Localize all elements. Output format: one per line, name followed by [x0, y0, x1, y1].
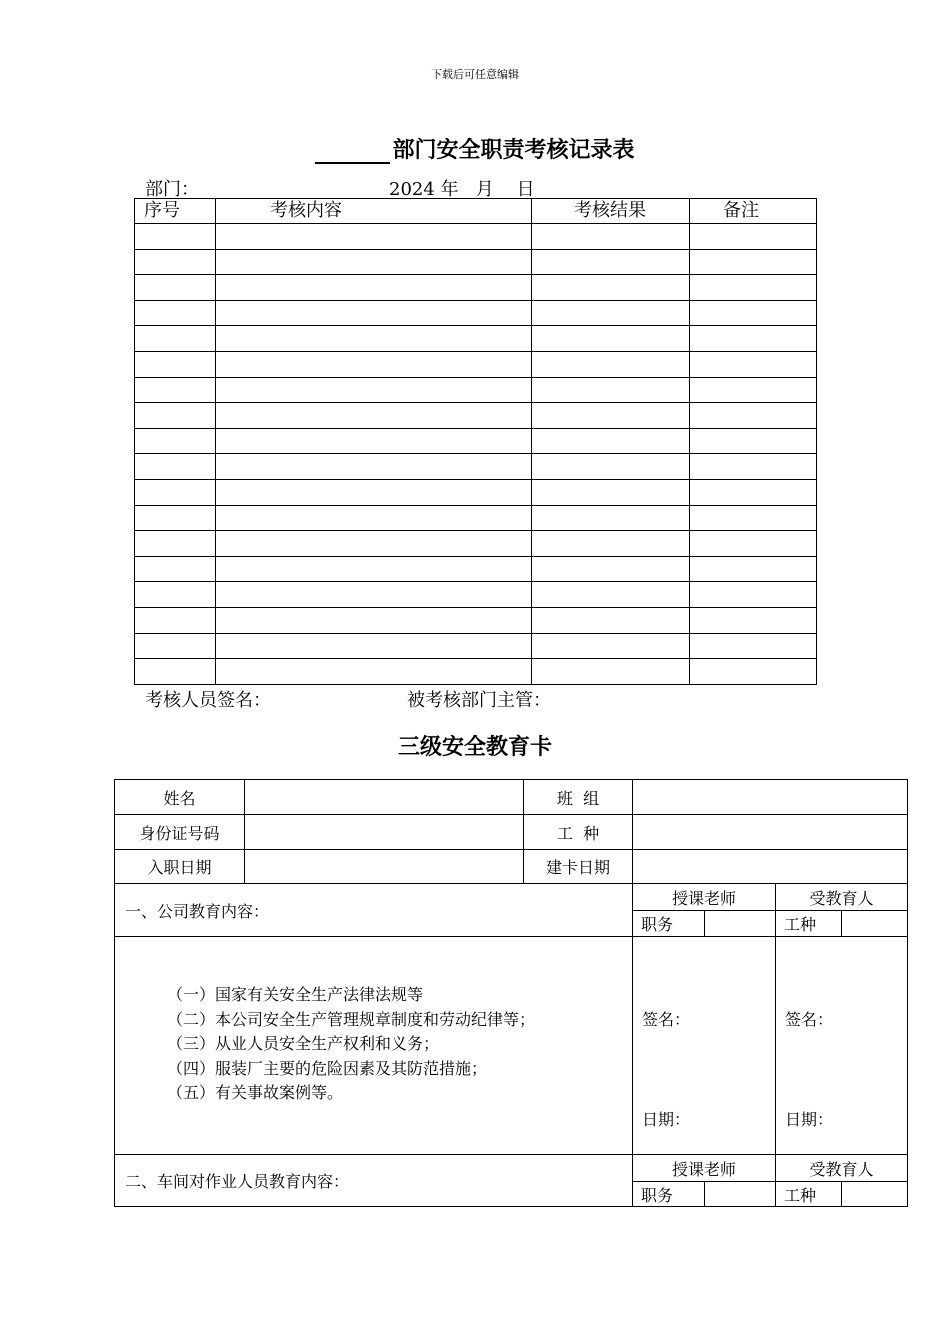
- record-cell-content[interactable]: [216, 582, 532, 608]
- record-cell-result[interactable]: [532, 249, 690, 275]
- record-cell-content[interactable]: [216, 377, 532, 403]
- record-cell-content[interactable]: [216, 454, 532, 480]
- record-cell-index[interactable]: [135, 351, 216, 377]
- title-blank-line: [315, 140, 390, 164]
- record-cell-result[interactable]: [532, 479, 690, 505]
- teacher-date-label: 日期：: [642, 1110, 691, 1129]
- record-cell-index[interactable]: [135, 300, 216, 326]
- record-cell-result[interactable]: [532, 582, 690, 608]
- record-cell-index[interactable]: [135, 454, 216, 480]
- date-label: 2024 年 月 日: [389, 179, 535, 200]
- record-table-header: [135, 199, 817, 224]
- record-table-row: [135, 582, 817, 608]
- record-cell-content[interactable]: [216, 428, 532, 454]
- record-cell-index[interactable]: [135, 224, 216, 250]
- dept-label: 部门：: [145, 179, 199, 200]
- name-field[interactable]: [245, 780, 524, 815]
- record-cell-remark[interactable]: [690, 249, 817, 275]
- record-cell-remark[interactable]: [690, 531, 817, 557]
- record-cell-content[interactable]: [216, 659, 532, 685]
- content-item: （三）从业人员安全生产权利和义务；: [167, 1034, 440, 1053]
- col-header-remark: 备注: [690, 199, 817, 224]
- id-label: 身份证号码: [115, 815, 245, 850]
- content-item: （四）服装厂主要的危险因素及其防范措施；: [167, 1058, 488, 1078]
- record-cell-content[interactable]: [216, 351, 532, 377]
- section1-title: 一、公司教育内容：: [115, 884, 633, 937]
- section2-position-field[interactable]: [704, 1182, 775, 1206]
- record-cell-remark[interactable]: [690, 454, 817, 480]
- record-table-row: [135, 249, 817, 275]
- record-cell-result[interactable]: [532, 633, 690, 659]
- section1-teacher-cell: [633, 884, 776, 937]
- record-cell-index[interactable]: [135, 556, 216, 582]
- record-cell-content[interactable]: [216, 556, 532, 582]
- record-cell-remark[interactable]: [690, 403, 817, 429]
- record-table-row: [135, 403, 817, 429]
- section1-position-field[interactable]: [704, 911, 775, 937]
- section2-teacher-cell: [633, 1155, 776, 1207]
- section1-worktype-label: 工种: [776, 911, 842, 937]
- record-table-row: [135, 300, 817, 326]
- record-cell-index[interactable]: [135, 403, 216, 429]
- id-field[interactable]: [245, 815, 524, 850]
- record-cell-remark[interactable]: [690, 300, 817, 326]
- name-label: 姓名: [115, 780, 245, 815]
- section1-content-row: [115, 937, 908, 1155]
- record-cell-remark[interactable]: [690, 224, 817, 250]
- record-cell-index[interactable]: [135, 505, 216, 531]
- hire-date-label: 入职日期: [115, 850, 245, 884]
- record-cell-content[interactable]: [216, 633, 532, 659]
- record-cell-result[interactable]: [532, 428, 690, 454]
- record-cell-result[interactable]: [532, 659, 690, 685]
- record-table-row: [135, 224, 817, 250]
- team-label: 班 组: [524, 780, 633, 815]
- card-row-id: [115, 815, 908, 850]
- record-cell-content[interactable]: [216, 326, 532, 352]
- record-cell-remark[interactable]: [690, 377, 817, 403]
- education-card-table: [114, 779, 908, 1207]
- record-cell-result[interactable]: [532, 556, 690, 582]
- col-header-index: 序号: [135, 199, 216, 224]
- record-cell-remark[interactable]: [690, 505, 817, 531]
- record-cell-remark[interactable]: [690, 275, 817, 301]
- record-title-text: 部门安全职责考核记录表: [392, 137, 635, 163]
- team-field[interactable]: [633, 780, 908, 815]
- job-type-label: 工 种: [524, 815, 633, 850]
- section2-trainee-label: 受教育人: [776, 1155, 907, 1182]
- record-table-row: [135, 275, 817, 301]
- col-header-result: 考核结果: [532, 199, 690, 224]
- record-cell-content[interactable]: [216, 479, 532, 505]
- record-table-row: [135, 505, 817, 531]
- section2-worktype-field[interactable]: [842, 1182, 908, 1206]
- record-table-row: [135, 479, 817, 505]
- record-cell-index[interactable]: [135, 659, 216, 685]
- record-cell-index[interactable]: [135, 377, 216, 403]
- trainee-sign-cell[interactable]: [776, 937, 908, 1155]
- section2-position-label: 职务: [633, 1182, 704, 1206]
- record-table-row: [135, 633, 817, 659]
- record-cell-result[interactable]: [532, 505, 690, 531]
- record-cell-index[interactable]: [135, 249, 216, 275]
- record-cell-content[interactable]: [216, 275, 532, 301]
- record-cell-result[interactable]: [532, 403, 690, 429]
- section2-teacher-label: 授课老师: [633, 1155, 775, 1182]
- content-item: （一）国家有关安全生产法律法规等: [167, 985, 424, 1004]
- record-cell-index[interactable]: [135, 479, 216, 505]
- record-cell-remark[interactable]: [690, 351, 817, 377]
- teacher-sign-label: 签名：: [642, 1010, 691, 1029]
- card-date-label: 建卡日期: [524, 850, 633, 884]
- card-date-field[interactable]: [633, 850, 908, 884]
- section2-title: 二、车间对作业人员教育内容：: [115, 1155, 633, 1207]
- record-table-body: [135, 224, 817, 685]
- trainee-date-label: 日期：: [785, 1110, 834, 1129]
- record-cell-content[interactable]: [216, 300, 532, 326]
- record-cell-remark[interactable]: [690, 479, 817, 505]
- teacher-sign-cell[interactable]: [633, 937, 776, 1155]
- record-cell-result[interactable]: [532, 275, 690, 301]
- record-cell-remark[interactable]: [690, 633, 817, 659]
- record-cell-remark[interactable]: [690, 326, 817, 352]
- section1-header-row: [115, 884, 908, 937]
- record-cell-content[interactable]: [216, 403, 532, 429]
- col-header-content: 考核内容: [216, 199, 532, 224]
- record-cell-result[interactable]: [532, 300, 690, 326]
- record-table-row: [135, 607, 817, 633]
- record-cell-index[interactable]: [135, 428, 216, 454]
- section2-header-row: [115, 1155, 908, 1207]
- record-cell-result[interactable]: [532, 377, 690, 403]
- record-cell-index[interactable]: [135, 633, 216, 659]
- record-cell-index[interactable]: [135, 607, 216, 633]
- record-table: [134, 198, 817, 685]
- content-item: （二）本公司安全生产管理规章制度和劳动纪律等；: [167, 1009, 536, 1029]
- record-cell-remark[interactable]: [690, 428, 817, 454]
- section1-content-list: [115, 937, 632, 1106]
- record-cell-remark[interactable]: [690, 582, 817, 608]
- record-cell-content[interactable]: [216, 505, 532, 531]
- record-cell-content[interactable]: [216, 531, 532, 557]
- record-table-row: [135, 556, 817, 582]
- record-table-row: [135, 351, 817, 377]
- record-cell-result[interactable]: [532, 607, 690, 633]
- record-cell-content[interactable]: [216, 249, 532, 275]
- section1-trainee-cell: [776, 884, 908, 937]
- job-type-field[interactable]: [633, 815, 908, 850]
- record-table-row: [135, 377, 817, 403]
- card-row-dates: [115, 850, 908, 884]
- hire-date-field[interactable]: [245, 850, 524, 884]
- trainee-sign-label: 签名：: [785, 1010, 834, 1029]
- record-cell-remark[interactable]: [690, 659, 817, 685]
- record-table-row: [135, 531, 817, 557]
- card-row-name: [115, 780, 908, 815]
- assessor-signature-label: 考核人员签名：: [145, 690, 271, 711]
- section2-worktype-label: 工种: [776, 1182, 842, 1206]
- section1-content-cell: [115, 937, 633, 1155]
- section1-trainee-label: 受教育人: [776, 884, 907, 911]
- section2-trainee-cell: [776, 1155, 908, 1207]
- section1-worktype-field[interactable]: [842, 911, 908, 937]
- record-table-row: [135, 428, 817, 454]
- record-cell-content[interactable]: [216, 224, 532, 250]
- record-cell-remark[interactable]: [690, 607, 817, 633]
- record-cell-content[interactable]: [216, 607, 532, 633]
- record-cell-result[interactable]: [532, 326, 690, 352]
- record-table-title: [0, 133, 950, 164]
- record-table-row: [135, 659, 817, 685]
- record-table-row: [135, 454, 817, 480]
- record-cell-result[interactable]: [532, 454, 690, 480]
- section1-teacher-label: 授课老师: [633, 884, 775, 911]
- download-note: 下载后可任意编辑: [431, 68, 519, 81]
- content-item: （五）有关事故案例等。: [167, 1083, 344, 1102]
- record-cell-index[interactable]: [135, 531, 216, 557]
- record-cell-index[interactable]: [135, 326, 216, 352]
- record-cell-index[interactable]: [135, 275, 216, 301]
- dept-head-signature-label: 被考核部门主管：: [407, 690, 551, 711]
- record-cell-result[interactable]: [532, 531, 690, 557]
- record-table-row: [135, 326, 817, 352]
- section1-position-label: 职务: [633, 911, 704, 937]
- record-cell-result[interactable]: [532, 351, 690, 377]
- record-cell-remark[interactable]: [690, 556, 817, 582]
- record-cell-index[interactable]: [135, 582, 216, 608]
- education-card-title: 三级安全教育卡: [397, 734, 552, 760]
- record-cell-result[interactable]: [532, 224, 690, 250]
